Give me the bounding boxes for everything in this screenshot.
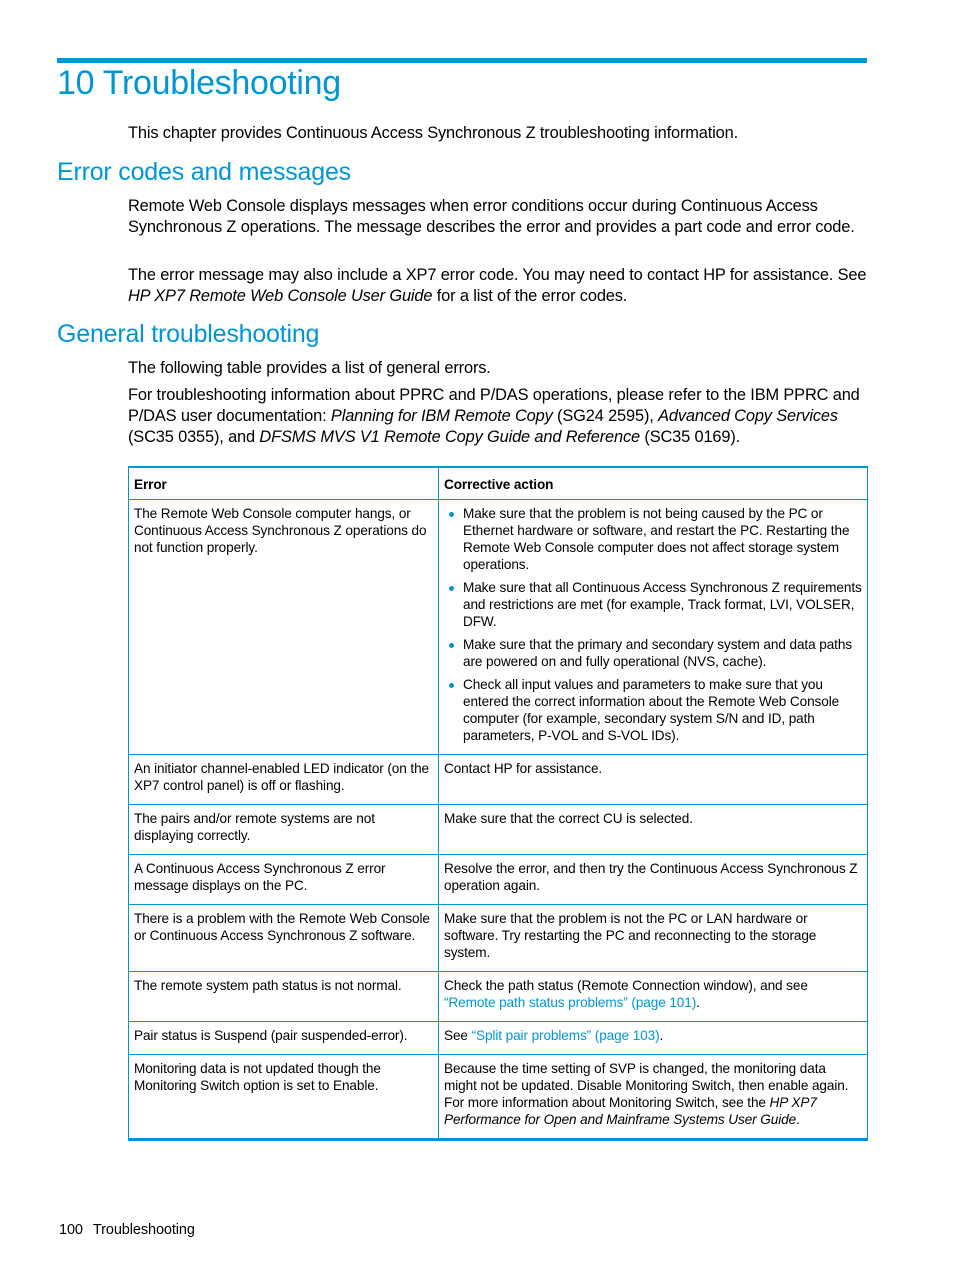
error-cell: A Continuous Access Synchronous Z error message displays on the PC. bbox=[129, 855, 439, 905]
action-cell: Contact HP for assistance. bbox=[439, 755, 868, 805]
action-cell bbox=[439, 1022, 868, 1055]
general-paragraph-1: The following table provides a list of general errors. bbox=[128, 359, 491, 377]
heading-general-troubleshooting: General troubleshooting bbox=[57, 320, 320, 348]
action-cell: Make sure that the problem is not the PC or LAN hardware or software. Try restarting the PC and reconnecting to the storage system. bbox=[439, 905, 868, 972]
general-paragraph-2 bbox=[128, 385, 873, 448]
planning-remote-copy-title: Planning for IBM Remote Copy bbox=[330, 407, 553, 425]
list-item: Make sure that all Continuous Access Synchronous Z requirements and restrictions are met (for example, Track format, LVI, VOLSER, DFW. bbox=[444, 579, 862, 630]
table-row bbox=[129, 805, 868, 855]
header-error: Error bbox=[129, 467, 439, 500]
table-row bbox=[129, 1022, 868, 1055]
performance-guide-title: HP XP7 Performance for Open and Mainframe Systems User Guide bbox=[444, 1095, 817, 1127]
general-p2-text-d: (SC35 0169). bbox=[639, 428, 741, 446]
error-codes-paragraph-2 bbox=[128, 265, 873, 307]
general-p2-text-a: For troubleshooting information about PPRC and P/DAS operations, please refer to the IBM PPRC and P/DAS user documentation: bbox=[128, 386, 860, 425]
general-p2-text-b: (SG24 2595), bbox=[552, 407, 659, 425]
error-codes-paragraph-1: Remote Web Console displays messages when error conditions occur during Continuous Access Synchronous Z operations. The message describes the error and provides a part code and error code. bbox=[128, 197, 855, 236]
action-text: Check the path status (Remote Connection window), and see bbox=[444, 978, 808, 993]
dfsms-guide-title: DFSMS MVS V1 Remote Copy Guide and Reference bbox=[259, 428, 640, 446]
heading-error-codes: Error codes and messages bbox=[57, 158, 351, 186]
error-cell: The Remote Web Console computer hangs, or Continuous Access Synchronous Z operations do not function properly. bbox=[129, 500, 439, 755]
error-codes-p2-text-b: for a list of the error codes. bbox=[432, 287, 628, 305]
error-cell: There is a problem with the Remote Web Console or Continuous Access Synchronous Z software. bbox=[129, 905, 439, 972]
action-text: See bbox=[444, 1028, 472, 1043]
general-p2-text-c: (SC35 0355), and bbox=[128, 428, 260, 446]
chapter-title bbox=[57, 64, 341, 103]
error-cell: The remote system path status is not normal. bbox=[129, 972, 439, 1022]
action-cell bbox=[439, 500, 868, 755]
remote-path-status-link[interactable]: “Remote path status problems” (page 101) bbox=[444, 995, 697, 1010]
error-cell: Monitoring data is not updated though the Monitoring Switch option is set to Enable. bbox=[129, 1055, 439, 1140]
table-row bbox=[129, 972, 868, 1022]
error-codes-p2-text-a: The error message may also include a XP7 error code. You may need to contact HP for assistance. See bbox=[128, 266, 867, 284]
chapter-number: 10 bbox=[57, 64, 95, 102]
advanced-copy-services-title: Advanced Copy Services bbox=[658, 407, 838, 425]
action-text: Because the time setting of SVP is changed, the monitoring data might not be updated. Disable Monitoring Switch, then enable again. For more information about Monitoring Switch, see the bbox=[444, 1061, 849, 1110]
page-number: 100 bbox=[59, 1222, 83, 1238]
action-text: . bbox=[659, 1028, 664, 1043]
list-item: Check all input values and parameters to make sure that you entered the correct information about the Remote Web Console computer (for example, secondary system S/N and ID, path parameters, P-VOL and S-VOL IDs). bbox=[444, 676, 862, 744]
action-cell: Make sure that the correct CU is selected. bbox=[439, 805, 868, 855]
list-item: Make sure that the primary and secondary system and data paths are powered on and fully operational (NVS, cache). bbox=[444, 636, 862, 670]
error-cell: An initiator channel-enabled LED indicator (on the XP7 control panel) is off or flashing. bbox=[129, 755, 439, 805]
chapter-rule bbox=[57, 58, 867, 63]
page-footer bbox=[59, 1222, 195, 1238]
table-row bbox=[129, 855, 868, 905]
error-cell: Pair status is Suspend (pair suspended-error). bbox=[129, 1022, 439, 1055]
action-text: . bbox=[696, 995, 700, 1010]
table-header-row bbox=[129, 467, 868, 500]
list-item: Make sure that the problem is not being caused by the PC or Ethernet hardware or software, and restart the PC. Restarting the Remote Web Console computer does not affect storage system operations. bbox=[444, 505, 862, 573]
table-row bbox=[129, 500, 868, 755]
footer-section-label: Troubleshooting bbox=[92, 1222, 195, 1238]
action-cell bbox=[439, 972, 868, 1022]
chapter-intro: This chapter provides Continuous Access Synchronous Z troubleshooting information. bbox=[128, 124, 738, 142]
header-corrective-action: Corrective action bbox=[439, 467, 868, 500]
action-cell: Resolve the error, and then try the Continuous Access Synchronous Z operation again. bbox=[439, 855, 868, 905]
table-row bbox=[129, 1055, 868, 1140]
chapter-title-text: Troubleshooting bbox=[102, 64, 341, 102]
action-bullet-list bbox=[444, 505, 862, 744]
general-errors-table bbox=[128, 466, 868, 1141]
error-cell: The pairs and/or remote systems are not displaying correctly. bbox=[129, 805, 439, 855]
split-pair-problems-link[interactable]: “Split pair problems” (page 103) bbox=[471, 1028, 660, 1043]
table-row bbox=[129, 905, 868, 972]
action-cell bbox=[439, 1055, 868, 1140]
action-text: . bbox=[796, 1112, 800, 1127]
table-row bbox=[129, 755, 868, 805]
rwc-user-guide-title: HP XP7 Remote Web Console User Guide bbox=[128, 287, 433, 305]
